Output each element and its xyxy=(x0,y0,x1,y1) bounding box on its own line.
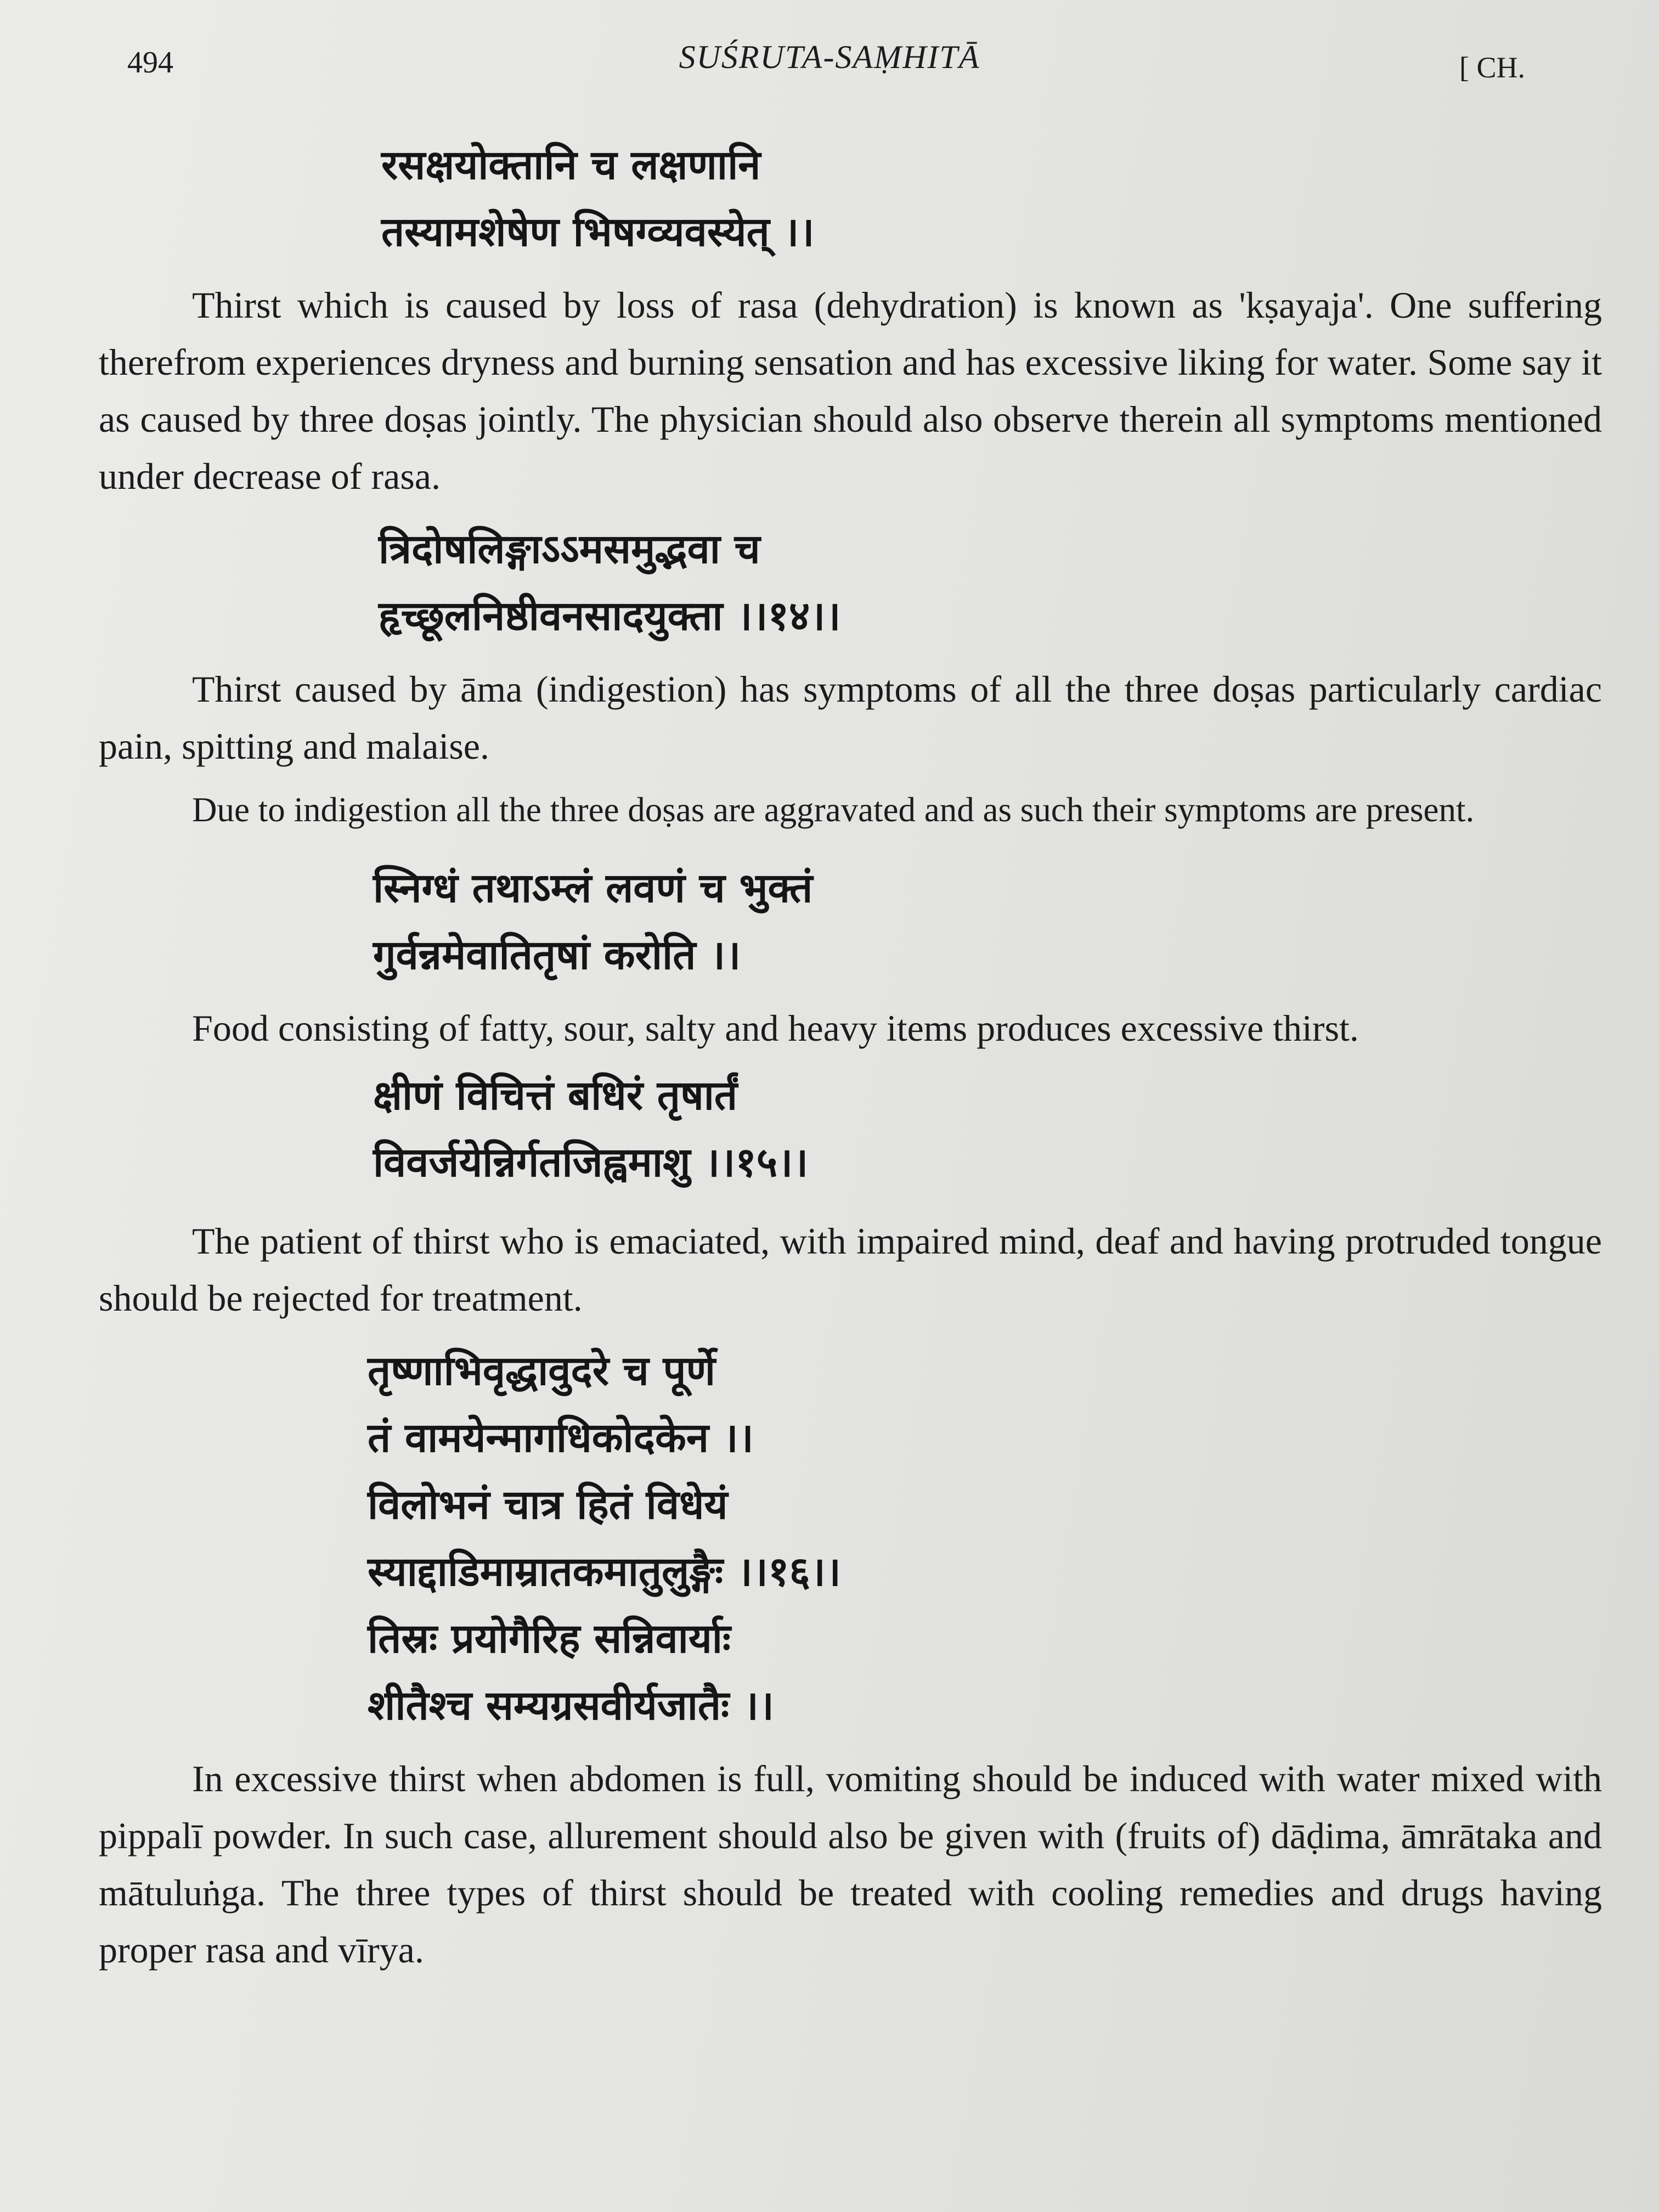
page-number: 494 xyxy=(127,46,173,80)
translation-paragraph-4: The patient of thirst who is emaciated, with impaired mind, deaf and having protruded tongue should be rejected for treatment. xyxy=(99,1220,1602,1319)
verse-line: स्याद्दाडिमाम्रातकमातुलुङ्गैः ।।१६।। xyxy=(368,1548,841,1595)
verse-line: विवर्जयेन्निर्गतजिह्वमाशु ।।१५।। xyxy=(373,1139,809,1186)
sanskrit-verse-1 xyxy=(99,132,1602,266)
verse-line: त्रिदोषलिङ्गाऽऽमसमुद्भवा च xyxy=(379,526,760,573)
verse-line: तृष्णाभिवृद्धावुदरे च पूर्णे xyxy=(368,1347,716,1395)
page-body xyxy=(99,132,1602,1978)
page-header xyxy=(0,38,1659,88)
commentary-paragraph: Due to indigestion all the three doṣas are aggravated and as such their symptoms are present. xyxy=(192,791,1475,829)
verse-line: गुर्वन्नमेवातितृषां करोति ।। xyxy=(373,932,741,979)
sanskrit-verse-3 xyxy=(99,855,1602,989)
running-title: SUŚRUTA-SAṂHITĀ xyxy=(679,39,980,75)
verse-line: हृच्छूलनिष्ठीवनसादयुक्ता ।।१४।। xyxy=(379,592,841,640)
verse-line: रसक्षयोक्तानि च लक्षणानि xyxy=(381,142,761,189)
translation-paragraph-5: In excessive thirst when abdomen is full, vomiting should be induced with water mixed with pippalī powder. In such case, allurement should also be given with (fruits of) dāḍima, āmrātaka and mātuluṅga. The three types of thirst should be treated with cooling remedies and drugs having proper rasa and vīrya. xyxy=(99,1758,1602,1971)
translation-paragraph-1: Thirst which is caused by loss of rasa (dehydration) is known as 'kṣayaja'. One suffering therefrom experiences dryness and burning sensation and has excessive liking for water. Some say it as caused by three doṣas jointly. The physician should also observe therein all symptoms mentioned under decrease of rasa. xyxy=(99,284,1602,497)
verse-line: तिस्रः प्रयोगैरिह सन्निवार्याः xyxy=(368,1615,731,1662)
verse-line: स्निग्धं तथाऽम्लं लवणं च भुक्तं xyxy=(373,865,813,912)
translation-paragraph-3: Food consisting of fatty, sour, salty and heavy items produces excessive thirst. xyxy=(192,1007,1359,1049)
verse-line: शीतैश्च सम्यग्रसवीर्यजातैः ।। xyxy=(368,1682,774,1729)
chapter-mark: [ CH. xyxy=(1459,51,1525,84)
sanskrit-verse-2 xyxy=(99,516,1602,650)
verse-line: तस्यामशेषेण भिषग्व्यवस्येत् ।। xyxy=(381,208,815,256)
verse-line: विलोभनं चात्र हितं विधेयं xyxy=(368,1481,728,1528)
translation-paragraph-2: Thirst caused by āma (indigestion) has symptoms of all the three doṣas particularly cardiac pain, spitting and malaise. xyxy=(99,668,1602,767)
sanskrit-verse-5 xyxy=(99,1338,1602,1739)
verse-line: तं वामयेन्मागधिकोदकेन ।। xyxy=(368,1414,754,1462)
sanskrit-verse-4 xyxy=(99,1062,1602,1196)
verse-line: क्षीणं विचित्तं बधिरं तृषार्तं xyxy=(373,1072,738,1119)
